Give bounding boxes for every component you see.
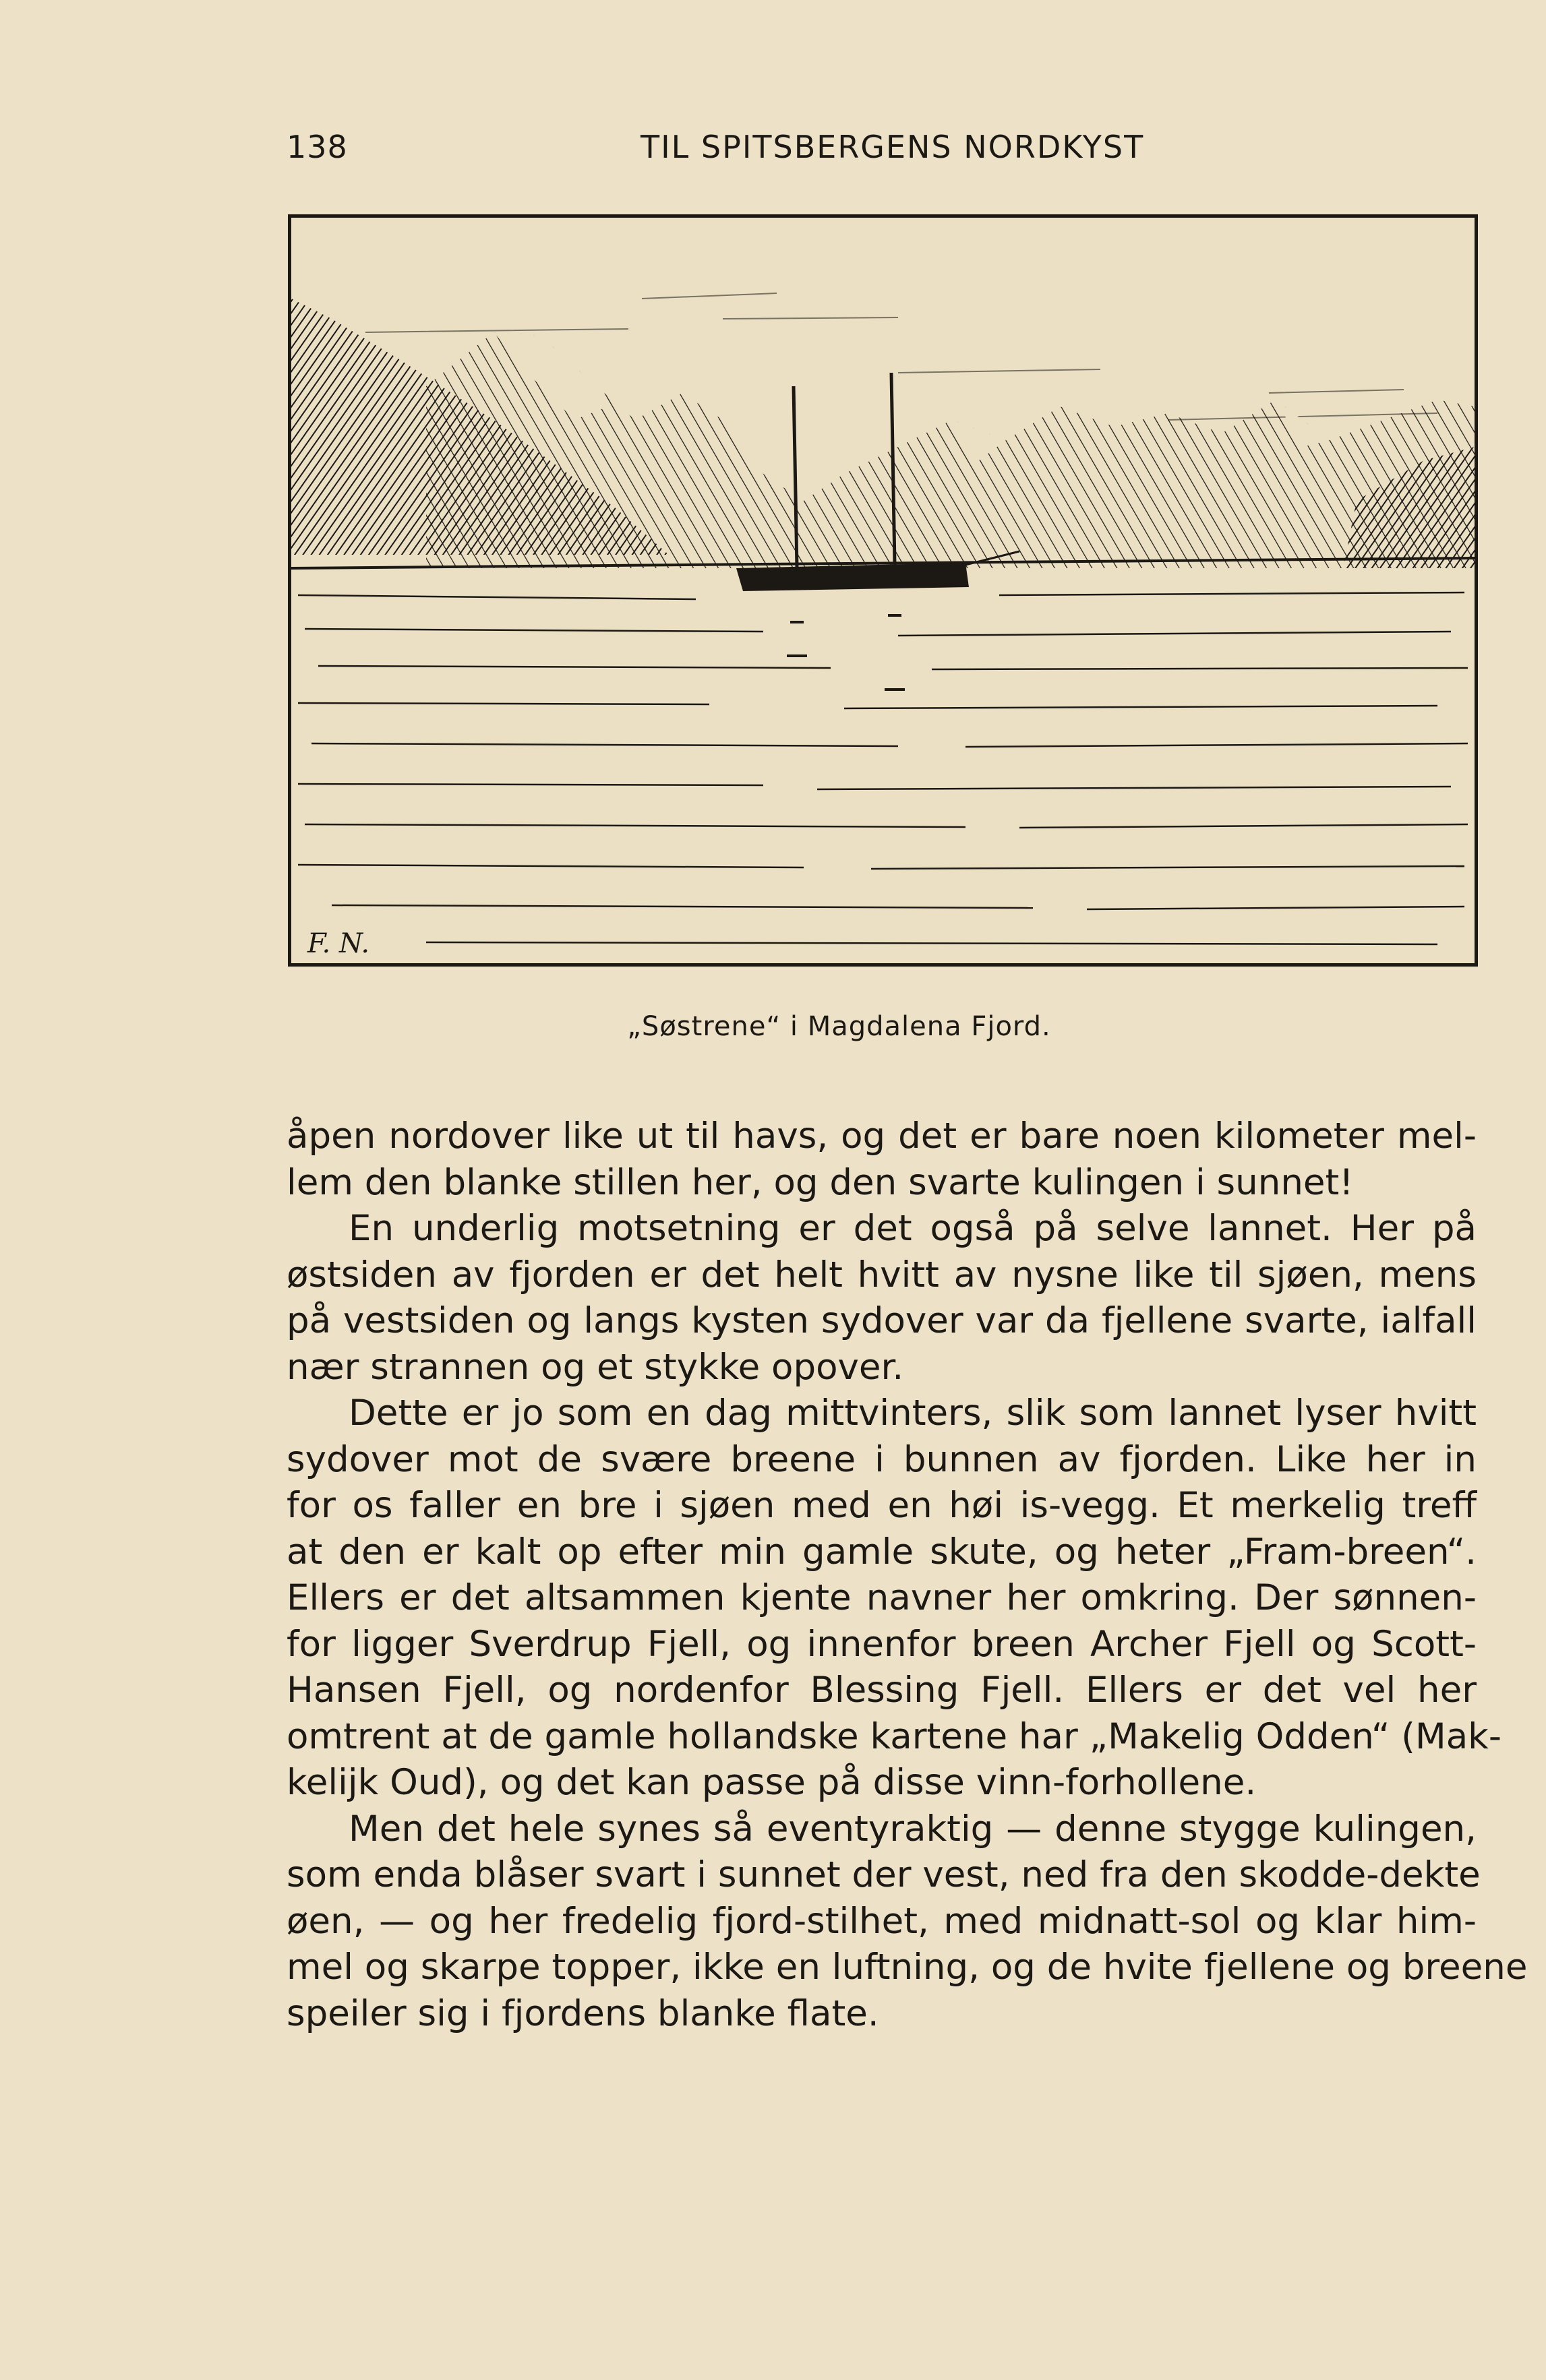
text-line: mel og skarpe topper, ikke en luftning, og de hvite fjellene og breene [287, 1947, 1528, 1988]
text-line: En underlig motsetning er det også på selve lannet. Her på [349, 1208, 1477, 1249]
text-line: Ellers er det altsammen kjente navner her omkring. Der sønnen- [287, 1577, 1477, 1618]
paragraph [287, 1391, 1502, 1806]
text-line: omtrent at de gamle hollandske kartene har „Makelig Odden“ (Mak- [287, 1715, 1502, 1757]
text-line: Dette er jo som en dag mittvinters, slik som lannet lyser hvitt [349, 1393, 1477, 1434]
text-line: Men det hele synes så eventyraktig — denne stygge kulingen, [349, 1808, 1477, 1850]
paragraph [287, 1206, 1477, 1391]
body-text [287, 1113, 1528, 2037]
paragraph [287, 1113, 1477, 1206]
text-line: åpen nordover like ut til havs, og det er bare noen kilometer mel- [287, 1116, 1477, 1157]
text-line: for ligger Sverdrup Fjell, og innenfor breen Archer Fjell og Scott- [287, 1623, 1477, 1665]
paragraph [287, 1806, 1528, 2038]
text-line: på vestsiden og langs kysten sydover var da fjellene svarte, ialfall [287, 1300, 1477, 1341]
text-line: at den er kalt op efter min gamle skute, og heter „Fram-breen“. [287, 1531, 1477, 1573]
text-line: østsiden av fjorden er det helt hvitt av nysne like til sjøen, mens [287, 1254, 1477, 1295]
text-line: for os faller en bre i sjøen med en høi is-vegg. Et merkelig treff [287, 1485, 1477, 1526]
text-line: lem den blanke stillen her, og den svarte kulingen i sunnet! [287, 1161, 1354, 1203]
running-title: TIL SPITSBERGENS NORDKYST [641, 129, 1145, 165]
text-line: sydover mot de svære breene i bunnen av fjorden. Like her in [287, 1438, 1477, 1480]
text-line: øen, — og her fredelig fjord-stilhet, med midnatt-sol og klar him- [287, 1900, 1477, 1942]
running-head [287, 127, 1153, 167]
text-line: nær strannen og et stykke opover. [287, 1346, 904, 1388]
page-number: 138 [287, 129, 348, 165]
text-line: som enda blåser svart i sunnet der vest, ned fra den skodde-dekte [287, 1854, 1481, 1895]
text-line: Hansen Fjell, og nordenfor Blessing Fjell. Ellers er det vel her [287, 1670, 1477, 1711]
text-line: speiler sig i fjordens blanke flate. [287, 1992, 879, 2034]
fjord-illustration [288, 214, 1478, 967]
text-line: kelijk Oud), og det kan passe på disse vinn-forhollene. [287, 1762, 1257, 1803]
caption-text: „Søstrene“ i Magdalena Fjord. [627, 1011, 1051, 1042]
fjord-engraving [291, 218, 1475, 963]
figure-caption [0, 1011, 1546, 1042]
artist-signature: F. N. [307, 928, 370, 959]
